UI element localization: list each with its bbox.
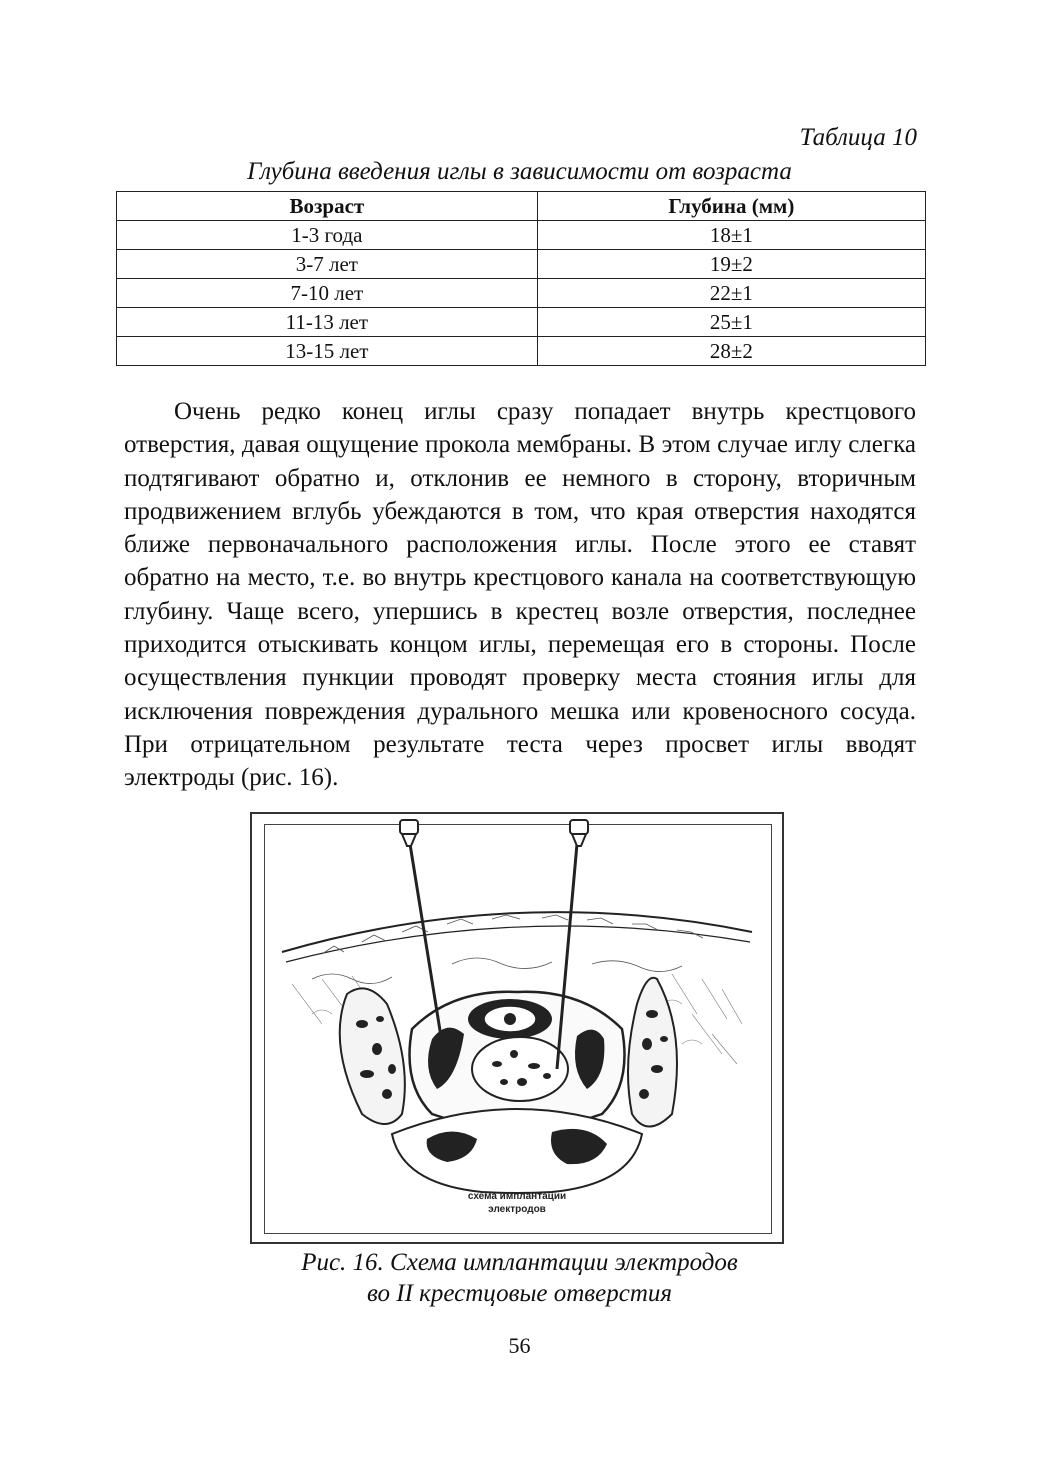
figure-16 <box>250 812 784 1244</box>
table-row <box>117 221 926 250</box>
age-cell: 3-7 лет <box>117 250 538 279</box>
table-title: Глубина введения иглы в зависимости от возраста <box>247 158 792 185</box>
depth-cell: 25±1 <box>537 308 925 337</box>
figure-inner-label <box>442 1190 592 1216</box>
depth-cell: 19±2 <box>537 250 925 279</box>
age-cell: 11-13 лет <box>117 308 538 337</box>
age-cell: 1-3 года <box>117 221 538 250</box>
column-header-depth: Глубина (мм) <box>537 192 925 221</box>
table-row <box>117 308 926 337</box>
figure-caption <box>0 1247 1039 1309</box>
body-paragraph: Очень редко конец иглы сразу попадает внутрь крестцового отверстия, давая ощущение прокола мембраны. В этом случае иглу слегка подтягивают обратно и, отклонив ее немного в сторону, вторичным продвижением вглубь убеждаются в том, что края отверстия находятся ближе первоначального расположения иглы. После этого ее ставят обратно на место, т.е. во внутрь крестцового канала на соответствующую глубину. Чаще всего, упершись в крестец возле отверстия, последнее приходится отыскивать концом иглы, перемещая его в стороны. После осуществления пункции проводят проверку места стояния иглы для исключения повреждения дурального мешка или кровеносного сосуда. При отрицательном результате теста через просвет иглы вводят электроды (рис. 16). <box>124 398 916 792</box>
page-number: 56 <box>508 1333 531 1358</box>
depth-cell: 18±1 <box>537 221 925 250</box>
depth-cell: 28±2 <box>537 337 925 366</box>
table-header-row <box>117 192 926 221</box>
figure-label-line: схема имплантации <box>467 1191 567 1202</box>
caption-line: во II крестцовые отверстия <box>367 1280 672 1307</box>
figure-label-line: электродов <box>488 1204 546 1215</box>
table-row <box>117 337 926 366</box>
column-header-age: Возраст <box>117 192 538 221</box>
age-cell: 13-15 лет <box>117 337 538 366</box>
sacral-cross-section-illustration <box>252 814 782 1242</box>
caption-line: Рис. 16. Схема имплантации электродов <box>301 1249 738 1276</box>
table-row <box>117 279 926 308</box>
age-cell: 7-10 лет <box>117 279 538 308</box>
table-number: Таблица 10 <box>799 124 917 151</box>
table-row <box>117 250 926 279</box>
depth-table <box>116 191 926 366</box>
depth-cell: 22±1 <box>537 279 925 308</box>
